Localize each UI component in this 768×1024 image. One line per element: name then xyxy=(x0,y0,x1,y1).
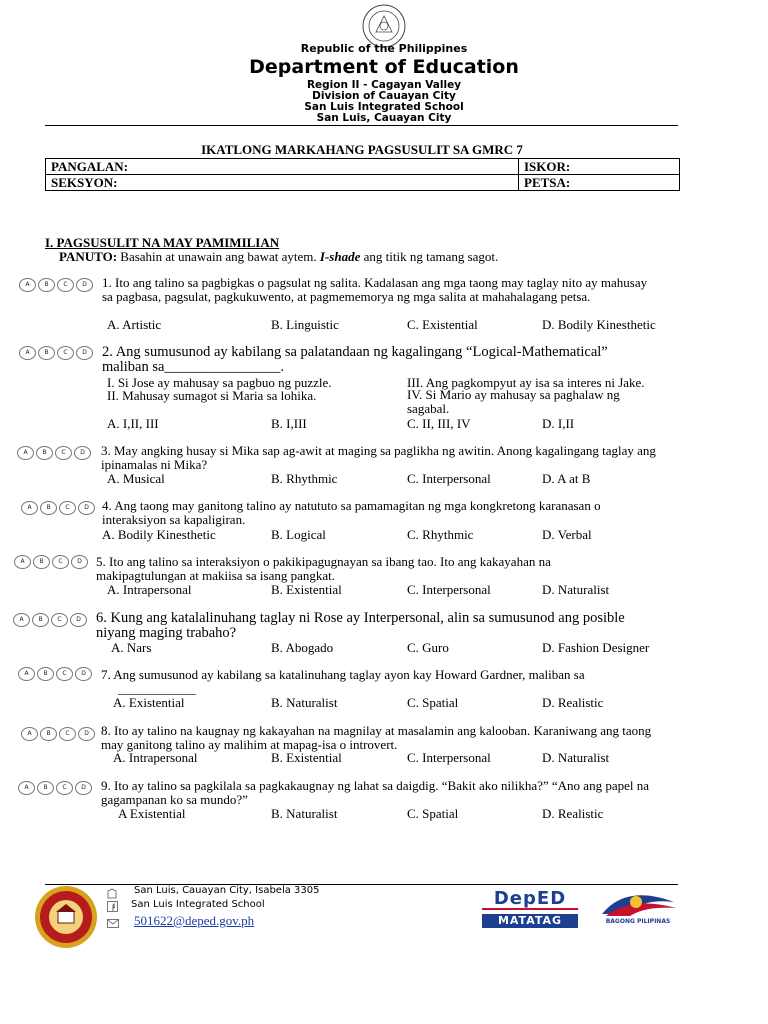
answer-bubbles[interactable] xyxy=(14,555,88,569)
bubble-d[interactable]: D xyxy=(75,667,92,681)
question-text: 7. Ang sumusunod ay kabilang sa katalinuhang taglay ayon kay Howard Gardner, maliban sa xyxy=(101,667,585,682)
bubble-a[interactable]: A xyxy=(17,446,34,460)
footer-address: San Luis, Cauayan City, Isabela 3305 xyxy=(134,885,320,896)
question-text: 6. Kung ang katalalinuhang taglay ni Rose ay Interpersonal, alin sa sumusunod ang posible niyang maging trabaho? xyxy=(96,610,625,641)
school-seal xyxy=(34,885,98,949)
deped-matatag-logo xyxy=(482,890,578,930)
region-text: Region II - Cagayan Valley xyxy=(306,79,462,91)
bubble-b[interactable]: B xyxy=(33,555,50,569)
bubble-c[interactable]: C xyxy=(59,727,76,741)
option-c: C. Interpersonal xyxy=(407,582,491,597)
bubble-c[interactable]: C xyxy=(56,667,73,681)
bubble-c[interactable]: C xyxy=(59,501,76,515)
answer-blank: ____________ xyxy=(118,681,196,696)
header-divider xyxy=(45,125,678,126)
bubble-b[interactable]: B xyxy=(32,613,49,627)
bubble-a[interactable]: A xyxy=(18,781,35,795)
option-d: D. Naturalist xyxy=(542,750,610,765)
option-d: D. Realistic xyxy=(542,806,604,821)
bubble-c[interactable]: C xyxy=(52,555,69,569)
option-d: D. I,II xyxy=(542,416,575,431)
footer-facebook[interactable]: San Luis Integrated School xyxy=(131,899,265,910)
footer-email-link[interactable]: 501622@deped.gov.ph xyxy=(134,913,255,928)
option-c: C. Guro xyxy=(407,640,449,655)
answer-bubbles[interactable] xyxy=(21,727,95,741)
student-info-table xyxy=(45,158,680,191)
panuto-text-2: ang titik ng tamang sagot. xyxy=(360,249,499,264)
option-d: D. Fashion Designer xyxy=(542,640,650,655)
facebook-icon[interactable] xyxy=(107,899,118,910)
option-d: D. Realistic xyxy=(542,695,604,710)
option-c: C. Spatial xyxy=(407,695,459,710)
bubble-d[interactable]: D xyxy=(70,613,87,627)
email-icon xyxy=(107,915,119,924)
panuto-emphasis: I-shade xyxy=(319,249,361,264)
option-b: B. Naturalist xyxy=(271,695,338,710)
statement-4: IV. Si Mario ay mahusay sa paghalaw ng sagabal. xyxy=(407,387,620,416)
bubble-d[interactable]: D xyxy=(76,346,93,360)
section-field[interactable]: SEKSYON: xyxy=(46,175,519,191)
bubble-a[interactable]: A xyxy=(18,667,35,681)
bubble-b[interactable]: B xyxy=(37,667,54,681)
location-icon xyxy=(107,886,117,897)
bubble-b[interactable]: B xyxy=(40,501,57,515)
bubble-b[interactable]: B xyxy=(38,278,55,292)
question-text: 9. Ito ay talino sa pagkilala sa pagkakaugnay ng lahat sa daigdig. “Bakit ako nilikha?” “Ano ang papel na gagampanan ko sa mundo?” xyxy=(101,778,649,807)
panuto-text-1: Basahin at unawain ang bawat aytem. xyxy=(117,249,320,264)
school-text: San Luis Integrated School xyxy=(304,101,464,113)
bubble-a[interactable]: A xyxy=(19,346,36,360)
option-b: B. Linguistic xyxy=(271,317,339,332)
question-text: 1. Ito ang talino sa pagbigkas o pagsulat ng salita. Kadalasan ang mga taong may taglay nito ay mahusay sa pagbasa, pagsulat, pagkukuwento, at pagmememorya ng mga salita at mahahalagang petsa. xyxy=(102,275,648,304)
bubble-c[interactable]: C xyxy=(57,346,74,360)
option-d: D. Bodily Kinesthetic xyxy=(542,317,656,332)
bubble-d[interactable]: D xyxy=(78,501,95,515)
bubble-d[interactable]: D xyxy=(75,781,92,795)
score-field[interactable]: ISKOR: xyxy=(519,159,680,175)
bubble-c[interactable]: C xyxy=(57,278,74,292)
bagong-pilipinas-text: BAGONG PILIPINAS xyxy=(605,918,671,925)
answer-bubbles[interactable] xyxy=(18,667,92,681)
bubble-a[interactable]: A xyxy=(21,727,38,741)
question-text: 5. Ito ang talino sa interaksiyon o pakikipagugnayan sa ibang tao. Ito ang kakayahan na makipagtulungan at makiisa sa isang pangkat. xyxy=(96,554,551,583)
bubble-d[interactable]: D xyxy=(71,555,88,569)
bubble-b[interactable]: B xyxy=(40,727,57,741)
bubble-a[interactable]: A xyxy=(13,613,30,627)
answer-bubbles[interactable] xyxy=(18,781,92,795)
bubble-a[interactable]: A xyxy=(19,278,36,292)
option-c: C. Existential xyxy=(407,317,478,332)
bubble-a[interactable]: A xyxy=(14,555,31,569)
bubble-d[interactable]: D xyxy=(74,446,91,460)
section-title: I. PAGSUSULIT NA MAY PAMIMILIAN xyxy=(45,235,280,250)
name-field[interactable]: PANGALAN: xyxy=(46,159,519,175)
option-b: B. Logical xyxy=(271,527,326,542)
division-text: Division of Cauayan City xyxy=(312,90,456,102)
matatag-text: MATATAG xyxy=(497,914,563,927)
option-a: A. Intrapersonal xyxy=(107,582,192,597)
address-text: San Luis, Cauayan City xyxy=(316,112,452,124)
statement-2: II. Mahusay sumagot si Maria sa lohika. xyxy=(107,388,317,403)
option-b: B. Existential xyxy=(271,582,342,597)
bubble-c[interactable]: C xyxy=(51,613,68,627)
option-a: A. Nars xyxy=(111,640,152,655)
statement-3: III. Ang pagkompyut ay isa sa interes ni Jake. xyxy=(407,375,645,390)
option-a: A. Artistic xyxy=(107,317,162,332)
date-field[interactable]: PETSA: xyxy=(519,175,680,191)
option-a: A. Intrapersonal xyxy=(113,750,198,765)
option-c: C. II, III, IV xyxy=(407,416,471,431)
option-a: A. Bodily Kinesthetic xyxy=(102,527,216,542)
deped-logo-text: DepED xyxy=(493,888,567,909)
option-c: C. Rhythmic xyxy=(407,527,474,542)
option-a: A. I,II, III xyxy=(107,416,159,431)
bubble-c[interactable]: C xyxy=(56,781,73,795)
option-c: C. Spatial xyxy=(407,806,459,821)
bagong-pilipinas-logo xyxy=(596,888,680,930)
answer-bubbles[interactable] xyxy=(19,278,93,292)
bubble-d[interactable]: D xyxy=(76,278,93,292)
option-a: A. Musical xyxy=(107,471,165,486)
answer-bubbles[interactable] xyxy=(19,346,93,360)
answer-bubbles[interactable] xyxy=(17,446,91,460)
bubble-c[interactable]: C xyxy=(55,446,72,460)
bubble-a[interactable]: A xyxy=(21,501,38,515)
bubble-b[interactable]: B xyxy=(38,346,55,360)
option-a: A. Existential xyxy=(113,695,185,710)
option-b: B. Naturalist xyxy=(271,806,338,821)
option-c: C. Interpersonal xyxy=(407,750,491,765)
option-b: B. I,III xyxy=(271,416,307,431)
option-a: A Existential xyxy=(118,806,186,821)
exam-title: IKATLONG MARKAHANG PAGSUSULIT SA GMRC 7 xyxy=(201,142,523,157)
option-b: B. Rhythmic xyxy=(271,471,338,486)
question-text: 8. Ito ay talino na kaugnay ng kakayahan na magnilay at masalamin ang kalooban. Karaniwang ang taong may ganitong talino ay malihim at mapag-isa o introvert. xyxy=(101,723,652,752)
option-b: B. Abogado xyxy=(271,640,334,655)
answer-bubbles[interactable] xyxy=(21,501,95,515)
question-text: 2. Ang sumusunod ay kabilang sa palatandaan ng kagalingang “Logical-Mathematical” maliban sa________________. xyxy=(102,344,608,375)
department-title: Department of Education xyxy=(249,56,519,78)
panuto-label: PANUTO: xyxy=(59,249,118,264)
republic-text: Republic of the Philippines xyxy=(300,42,468,55)
option-c: C. Interpersonal xyxy=(407,471,491,486)
answer-bubbles[interactable] xyxy=(13,613,87,627)
option-b: B. Existential xyxy=(271,750,342,765)
option-d: D. A at B xyxy=(542,471,591,486)
bubble-b[interactable]: B xyxy=(37,781,54,795)
bubble-d[interactable]: D xyxy=(78,727,95,741)
question-text: 3. May angking husay si Mika sap ag-awit at maging sa paglikha ng awitin. Anong kagalingang taglay ang ipinamalas ni Mika? xyxy=(101,443,656,472)
panuto xyxy=(59,249,498,265)
option-d: D. Verbal xyxy=(542,527,592,542)
statement-1: I. Si Jose ay mahusay sa pagbuo ng puzzle. xyxy=(107,375,332,390)
question-text: 4. Ang taong may ganitong talino ay natututo sa pamamagitan ng mga kongkretong karanasan o interaksiyon sa kapaligiran. xyxy=(102,498,601,527)
option-d: D. Naturalist xyxy=(542,582,610,597)
bubble-b[interactable]: B xyxy=(36,446,53,460)
